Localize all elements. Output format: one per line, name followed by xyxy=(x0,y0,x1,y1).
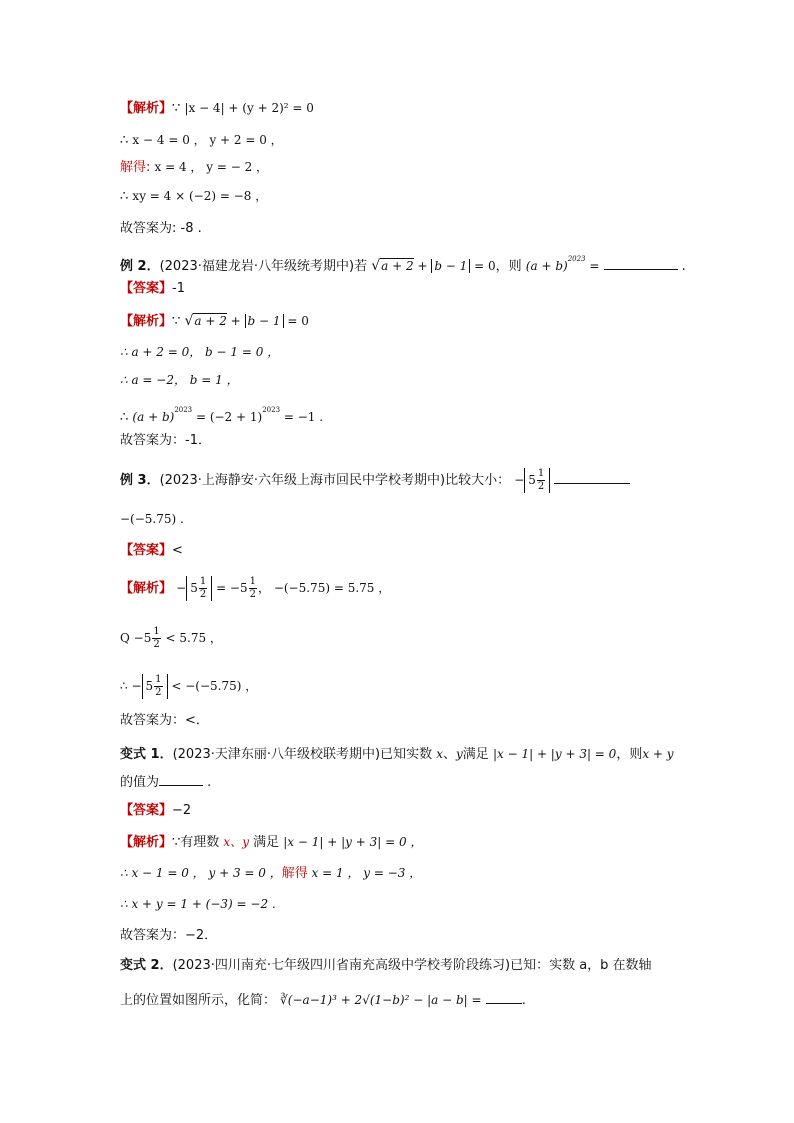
answer-value: −2 xyxy=(172,803,192,818)
conclusion: 故答案为: -8 . xyxy=(120,221,202,236)
because-symbol: ∵ xyxy=(172,101,181,116)
conclusion: 故答案为：−2． xyxy=(120,928,218,943)
therefore-symbol: ∴ xyxy=(120,189,129,204)
conclusion: 故答案为：-1． xyxy=(120,433,211,448)
analysis-line-4: ∴ $(a + b)^{2023} = (-2 + 1)^{2023} = -1$ . xyxy=(120,406,324,425)
math-expression: x = 4 ， y = − 2 ， xyxy=(154,160,269,174)
analysis-line-2: ∴ a + 2 = 0， b − 1 = 0 ， xyxy=(120,345,280,359)
analysis-line-2: Q −5 $\frac{1}{2}$ < 5.75 ， xyxy=(120,626,222,650)
answer-value: < xyxy=(172,543,183,558)
exponent: 2023 xyxy=(567,255,586,263)
solve-label: 解得: xyxy=(120,160,151,175)
question-source: (2023·福建龙岩·八年级统考期中)若 xyxy=(159,259,368,274)
question-label: 例 2． xyxy=(120,259,160,274)
analysis-line-1: 【解析】∵有理数 x、y 满足 |x − 1| + |y + 3| = 0 ， xyxy=(120,835,423,850)
answer-blank[interactable] xyxy=(486,991,522,1004)
variant-2-question: 变式 2．(2023·四川南充·七年级四川省南充高级中学校考阶段练习)已知：实数 a，b 在数轴 xyxy=(120,958,652,973)
question-line-2: −(−5.75) . xyxy=(120,512,184,526)
answer-line xyxy=(120,279,185,299)
analysis-line-3: ∴ a = −2， b = 1 ， xyxy=(120,373,239,387)
answer-line: 【答案】< xyxy=(120,543,183,558)
question-tail: ，则 xyxy=(495,259,522,274)
analysis-line-3: ∴ − 5 $\frac{1}{2}$ < −(−5.75) ， xyxy=(120,674,258,698)
question-line-2: 上的位置如图所示，化简： ∛(−a−1)³ + 2√(1−b)² − |a − b| = . xyxy=(120,993,526,1008)
example-3-question: 例 3．(2023·上海静安·六年级上海市回民中学校考期中)比较大小： − 5 $\frac{1}{2}$ xyxy=(120,468,630,493)
math-expression: xy = 4 × (−2) = −8 ， xyxy=(132,189,268,203)
analysis-tag: 【解析】 xyxy=(120,101,173,116)
answer-blank[interactable] xyxy=(604,257,678,270)
analysis-line-2: ∴ x − 1 = 0 ， y + 3 = 0 ，解得 x = 1 ， y = −3 ， xyxy=(120,866,422,881)
analysis-tag: 【解析】 xyxy=(120,314,173,329)
answer-value: -1 xyxy=(172,281,185,296)
math-expression: x − 4 = 0 ， y + 2 = 0 ， xyxy=(132,133,283,147)
math-expression: |x − 4| + (y + 2)² = 0 xyxy=(184,101,314,115)
analysis-line-2 xyxy=(120,130,283,151)
answer-blank[interactable] xyxy=(554,471,630,484)
analysis-line-1: 【解析】 − 5 $\frac{1}{2}$ = −5 $\frac{1}{2}$ ， −(−5.75) = 5.75 ， xyxy=(120,576,391,600)
analysis-line-4 xyxy=(120,186,267,207)
analysis-line-1 xyxy=(120,98,314,119)
question-line-2: 的值为 . xyxy=(120,775,212,790)
conclusion: 故答案为：<． xyxy=(120,713,209,728)
analysis-line-1: 【解析】∵ √a + 2 + b − 1 = 0 xyxy=(120,313,309,329)
analysis-line-3 xyxy=(120,157,268,178)
variant-1-question: 变式 1．(2023·天津东丽·八年级校联考期中)已知实数 x、y满足 |x − 1| + |y + 3| = 0，则x + y xyxy=(120,747,674,762)
answer-blank[interactable] xyxy=(159,773,203,786)
therefore-symbol: ∴ xyxy=(120,133,129,148)
analysis-line-3: ∴ x + y = 1 + (−3) = −2 . xyxy=(120,897,276,911)
answer-line: 【答案】−2 xyxy=(120,803,192,818)
answer-tag: 【答案】 xyxy=(120,281,173,296)
math-expression: ∛(−a−1)³ + 2√(1−b)² − |a − b| = xyxy=(280,993,482,1007)
example-2-question: 例 2．(2023·福建龙岩·八年级统考期中)若 √a + 2 + b − 1 = 0，则 $(a + b)^{2023}$ = . xyxy=(120,255,686,274)
